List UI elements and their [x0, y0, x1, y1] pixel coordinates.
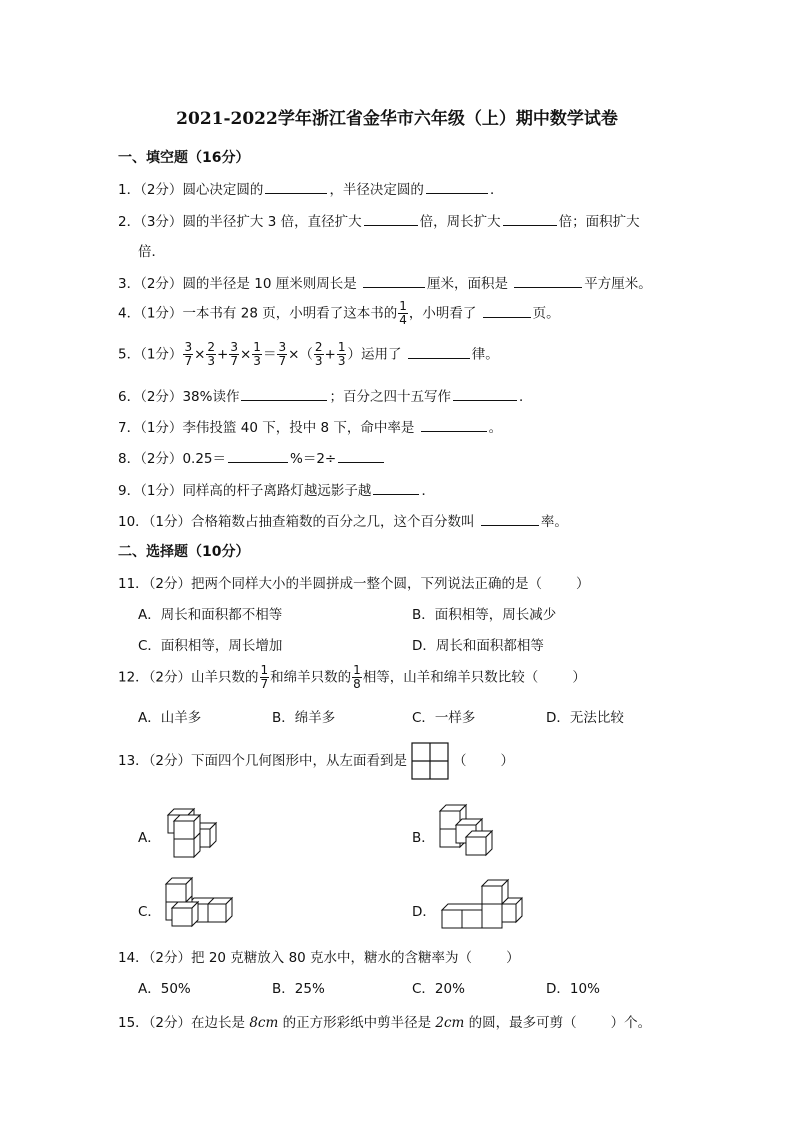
option-d[interactable]: D．	[412, 904, 436, 920]
question-11: 11．（2分）把两个同样大小的半圆拼成一整个圆，下列说法正确的是（ ）	[118, 576, 590, 592]
question-5: 5．（1分） $\frac{3}{7}$ × $\frac{2}{3}$ + $\frac{3}{7}$ × $\frac{1}{3}$ ＝ $\frac{3}{7}$ ×（ $\frac{2}{3}$ + $\frac{1}{3}$ ）运用了 律。	[118, 340, 499, 368]
answer-blank[interactable]	[453, 386, 517, 401]
answer-blank[interactable]	[364, 211, 418, 226]
question-8: 8．（2分）0.25＝ %＝2÷	[118, 447, 386, 467]
fraction: $\frac{3}{7}$	[184, 340, 193, 368]
option-a[interactable]: A．周长和面积都不相等	[138, 607, 283, 623]
option-b[interactable]: B．25%	[272, 981, 325, 997]
option-d[interactable]: D．10%	[546, 981, 600, 997]
cube-figure-c	[160, 876, 240, 934]
question-3: 3．（2分）圆的半径是 10 厘米则周长是 厘米，面积是 平方厘米。	[118, 272, 652, 292]
answer-blank[interactable]	[421, 417, 487, 432]
answer-blank[interactable]	[373, 480, 419, 495]
answer-blank[interactable]	[426, 179, 488, 194]
fraction: $\frac{2}{3}$	[207, 340, 216, 368]
page-title: 2021-2022学年浙江省金华市六年级（上）期中数学试卷	[176, 109, 618, 129]
question-2-cont: 倍．	[138, 244, 165, 260]
answer-blank[interactable]	[483, 303, 531, 318]
option-a[interactable]: A．	[138, 830, 161, 846]
question-1: 1．（2分）圆心决定圆的 ，半径决定圆的 ．	[118, 178, 503, 198]
option-c[interactable]: C．一样多	[412, 710, 476, 726]
option-c[interactable]: C．	[138, 904, 161, 920]
fraction: $\frac{1}{4}$	[399, 299, 407, 327]
answer-blank[interactable]	[265, 179, 327, 194]
question-7: 7．（1分）李伟投篮 40 下，投中 8 下，命中率是 。	[118, 416, 502, 436]
question-2: 2．（3分）圆的半径扩大 3 倍，直径扩大 倍，周长扩大 倍；面积扩大	[118, 210, 640, 230]
answer-blank[interactable]	[228, 448, 288, 463]
answer-blank[interactable]	[363, 273, 425, 288]
option-b[interactable]: B．	[412, 830, 435, 846]
option-b[interactable]: B．绵羊多	[272, 710, 336, 726]
option-c[interactable]: C．20%	[412, 981, 465, 997]
option-d[interactable]: D．周长和面积都相等	[412, 638, 544, 654]
question-6: 6．（2分）38%读作 ；百分之四十五写作 ．	[118, 385, 532, 405]
answer-blank[interactable]	[481, 511, 539, 526]
answer-blank[interactable]	[514, 273, 582, 288]
left-view-grid-icon	[411, 742, 449, 780]
answer-blank[interactable]	[408, 344, 470, 359]
fraction: $\frac{1}{7}$	[260, 663, 269, 691]
question-13: 13．（2分）下面四个几何图形中，从左面看到是 （ ）	[118, 742, 514, 780]
option-d[interactable]: D．无法比较	[546, 710, 624, 726]
question-14: 14．（2分）把 20 克糖放入 80 克水中，糖水的含糖率为（ ）	[118, 950, 520, 966]
fraction: $\frac{2}{3}$	[314, 340, 323, 368]
question-15: 15．（2分）在边长是 8cm 的正方形彩纸中剪半径是 2cm 的圆，最多可剪（ ）个。	[118, 1015, 652, 1031]
answer-blank[interactable]	[503, 211, 557, 226]
question-4: 4．（1分）一本书有 28 页，小明看了这本书的 $\frac{1}{4}$ ，小明看了 页。	[118, 299, 560, 327]
fraction: $\frac{3}{7}$	[278, 340, 287, 368]
section-fill-in: 一、填空题（16分）	[118, 150, 250, 166]
question-10: 10．（1分）合格箱数占抽查箱数的百分之几，这个百分数叫 率。	[118, 510, 568, 530]
fraction: $\frac{1}{8}$	[353, 663, 361, 691]
option-a[interactable]: A．50%	[138, 981, 191, 997]
option-c[interactable]: C．面积相等，周长增加	[138, 638, 283, 654]
cube-figure-d	[438, 878, 526, 936]
question-12: 12．（2分）山羊只数的 $\frac{1}{7}$ 和绵羊只数的 $\frac{1}{8}$ 相等，山羊和绵羊只数比较（ ）	[118, 663, 586, 691]
section-multiple-choice: 二、选择题（10分）	[118, 544, 250, 560]
fraction: $\frac{3}{7}$	[230, 340, 238, 368]
cube-figure-a	[160, 805, 220, 861]
option-a[interactable]: A．山羊多	[138, 710, 202, 726]
fraction: $\frac{1}{3}$	[337, 340, 346, 368]
question-9: 9．（1分）同样高的杆子离路灯越远影子越 ．	[118, 479, 435, 499]
answer-blank[interactable]	[241, 386, 327, 401]
answer-blank[interactable]	[338, 448, 384, 463]
fraction: $\frac{1}{3}$	[253, 340, 261, 368]
cube-figure-b	[436, 803, 500, 861]
option-b[interactable]: B．面积相等，周长减少	[412, 607, 557, 623]
